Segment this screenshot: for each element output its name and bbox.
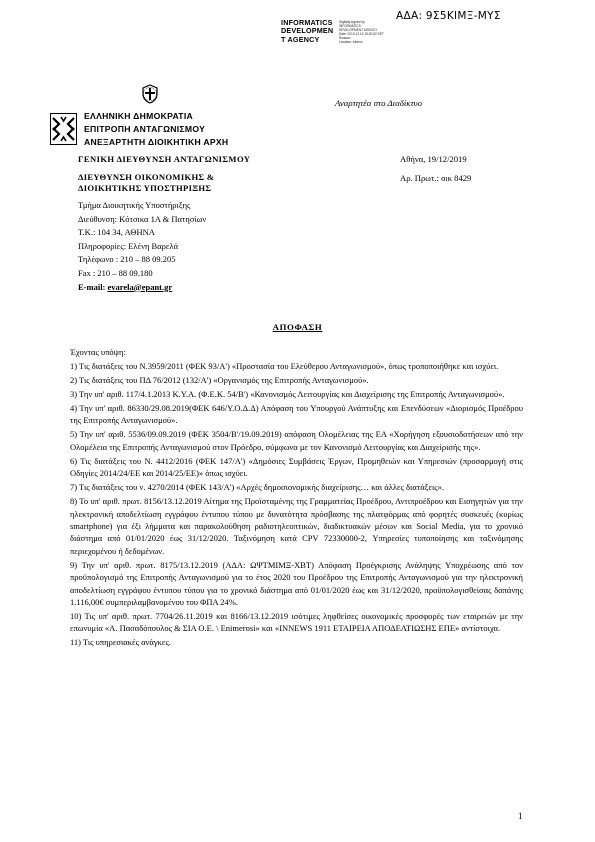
contact-block bbox=[78, 199, 206, 294]
informatics-line-1: INFORMATICS bbox=[281, 18, 333, 27]
informatics-logo bbox=[281, 19, 333, 44]
body-item: 9) Την υπ' αριθ. πρωτ. 8175/13.12.2019 (ΑΔΑ: ΩΨΤΜΙΜΞ-ΧΒΤ) Απόφαση Προέγκρισης Ανάληψης Υποχρέωσης από τον προϋπολογισμό της Επιτροπής Ανταγωνισμού για το έτος 2020 του Προέδρου της Επιτροπής Ανταγωνισμού για την ηλεκτρονική αποδελτίωση εγγράφου έντυπου τύπου για το χρονικό διάστημα από 01/01/2020 έως και 31/12/2020, προϋπολογισθείσας δαπάνης 1.116,00€ συμπεριλαμβανομένου του ΦΠΑ 24%. bbox=[70, 559, 523, 608]
informatics-line-2: DEVELOPMEN bbox=[281, 26, 334, 36]
body-item: 8) Το υπ' αριθ. πρωτ. 8156/13.12.2019 Αίτημα της Προϊσταμένης της Γραμματείας Προέδρου, Αντιπροέδρου και Εισηγητών για την ηλεκτρονική αποδελτίωση εγγράφου έντυπου τύπου με δυνατότητα πρόσβασης της πλατφόρμας από φορητές συσκευές (κυρίως smartphone) για έξι λήμματα και παρακολούθηση ραδιοτηλεοπτικών, διαδικτυακών μέσων και Social Media, για το χρονικό διάστημα από 01/01/2020 έως 31/12/2020. Ταξινόμηση κατά CPV 72330000-2, Υπηρεσίες τυποποίησης και ταξινόμησης περιεχομένου ή δεδομένων. bbox=[70, 496, 523, 556]
body-item: 1) Τις διατάξεις του Ν.3959/2011 (ΦΕΚ 93/Α') «Προστασία του Ελεύθερου Ανταγωνισμού», όπως τροποποιήθηκε και ισχύει. bbox=[70, 361, 499, 371]
contact-info: Πληροφορίες: Ελένη Βαρελά bbox=[78, 240, 179, 251]
signature-line: DEVELOPMENT AGENCY bbox=[339, 28, 378, 33]
general-directorate: ΓΕΝΙΚΗ ΔΙΕΥΘΥΝΣΗ ΑΝΤΑΓΩΝΙΣΜΟΥ bbox=[78, 154, 251, 164]
authority-header bbox=[84, 110, 228, 149]
date-line: Αθήνα, 19/12/2019 bbox=[400, 154, 467, 164]
signature-line: Reason: bbox=[339, 36, 351, 41]
protocol-number: Αρ. Πρωτ.: οικ 8429 bbox=[400, 173, 472, 183]
body-item: 10) Τις υπ' αριθ. πρωτ. 7704/26.11.2019 και 8166/13.12.2019 ισότιμες ληφθείσες οικονομικές προσφορές των εταιρειών με την επωνυμία «Α. Πασαδόπουλος & ΣΙΑ Ο.Ε. \ Enimerosi» και «INNEWS 1911 ΕΤΑΙΡΕΙΑ ΑΠΟΔΕΛΤΙΩΣΗΣ ΕΠΕ» αντίστοιχα. bbox=[70, 611, 523, 634]
body-item: 2) Τις διατάξεις του ΠΔ 76/2012 (132/Α') «Οργανισμός της Επιτροπής Ανταγωνισμού». bbox=[70, 375, 369, 385]
signature-line: Location: Athens bbox=[339, 40, 363, 45]
header-line-1: ΕΛΛΗΝΙΚΗ ΔΗΜΟΚΡΑΤΙΑ bbox=[84, 111, 194, 121]
body-item: 5) Την υπ' αριθ. 5536/09.09.2019 (ΦΕΚ 3504/Β'/19.09.2019) απόφαση Ολομέλειας της ΕΑ «Χορήγηση εξουσιοδοτήσεων από την Ολομέλεια της Επιτροπής Ανταγωνισμού στον Πρόεδρο, σύμφωνα με τον Κανονισμό Λειτουργίας και Διαχείρισής της». bbox=[70, 429, 523, 452]
digital-signature-text bbox=[339, 20, 395, 45]
body-item: 11) Τις υπηρεσιακές ανάγκες. bbox=[70, 637, 171, 648]
signature-line: Digitally signed by bbox=[339, 20, 365, 24]
contact-postal: Τ.Κ.: 104 34, ΑΘΗΝΑ bbox=[78, 227, 155, 238]
email-label: E-mail: bbox=[78, 281, 108, 292]
contact-phone: Τηλέφωνο : 210 – 88 09.205 bbox=[78, 254, 176, 265]
body-item: 7) Τις διατάξεις του ν. 4270/2014 (ΦΕΚ 143/Α') «Αρχές δημοσιονομικής διαχείρισης… και άλλες διατάξεις». bbox=[70, 482, 445, 493]
signature-line: Date: 2019.12.19 15:20:52 EET bbox=[339, 32, 384, 37]
directorate-line-2: ΔΙΟΙΚΗΤΙΚΗΣ ΥΠΟΣΤΗΡΙΞΗΣ bbox=[78, 183, 212, 193]
body-item: 3) Την υπ' αριθ. 117/4.1.2013 Κ.Υ.Α. (Φ.Ε.Κ. 54/Β') «Κανονισμός Λειτουργίας και Διαχείρισης της Επιτροπής Ανταγωνισμού». bbox=[70, 389, 505, 399]
document-title: ΑΠΟΦΑΣΗ bbox=[272, 322, 323, 332]
greek-emblem-icon bbox=[141, 84, 159, 104]
contact-fax: Fax : 210 – 88 09.180 bbox=[78, 267, 153, 278]
header-line-2: ΕΠΙΤΡΟΠΗ ΑΝΤΑΓΩΝΙΣΜΟΥ bbox=[84, 124, 206, 134]
competition-commission-logo-icon bbox=[50, 113, 77, 145]
body-item: 6) Τις διατάξεις του Ν. 4412/2016 (ΦΕΚ 147/Α') «Δημόσιες Συμβάσεις Έργων, Προμηθειών και Υπηρεσιών (προσαρμογή στις Οδηγίες 2014/24/ΕΕ και 2014/25/ΕΕ)» όπως ισχύει. bbox=[70, 455, 523, 479]
email-link[interactable]: evarela@epant.gr bbox=[107, 281, 173, 292]
informatics-line-3: T AGENCY bbox=[281, 34, 320, 44]
page-number: 1 bbox=[518, 811, 523, 821]
body-item: 4) Την υπ' αριθ. 86330/29.08.2019(ΦΕΚ 646/Υ.Ο.Δ.Δ) Απόφαση του Υπουργού Ανάπτυξης και Επενδύσεων «Διορισμός Προέδρου της Επιτροπής Ανταγωνισμού». bbox=[70, 403, 523, 426]
posting-note: Αναρτητέα στο Διαδίκτυο bbox=[335, 98, 423, 108]
header-line-3: ΑΝΕΞΑΡΤΗΤΗ ΔΙΟΙΚΗΤΙΚΗ ΑΡΧΗ bbox=[84, 137, 229, 147]
directorate bbox=[78, 172, 214, 194]
document-body bbox=[70, 346, 523, 650]
body-intro: Έχοντας υπόψη: bbox=[70, 347, 126, 357]
directorate-line-1: ΔΙΕΥΘΥΝΣΗ ΟΙΚΟΝΟΜΙΚΗΣ & bbox=[78, 172, 215, 182]
contact-dept: Τμήμα Διοικητικής Υποστήριξης bbox=[78, 200, 191, 210]
ada-code: ΑΔΑ: 9Σ5ΚΙΜΞ-ΜΥΣ bbox=[396, 10, 501, 22]
contact-address: Διεύθυνση: Κότσικα 1Α & Πατησίων bbox=[78, 213, 207, 224]
signature-line: INFORMATICS bbox=[339, 24, 361, 29]
contact-email-row bbox=[78, 281, 206, 295]
